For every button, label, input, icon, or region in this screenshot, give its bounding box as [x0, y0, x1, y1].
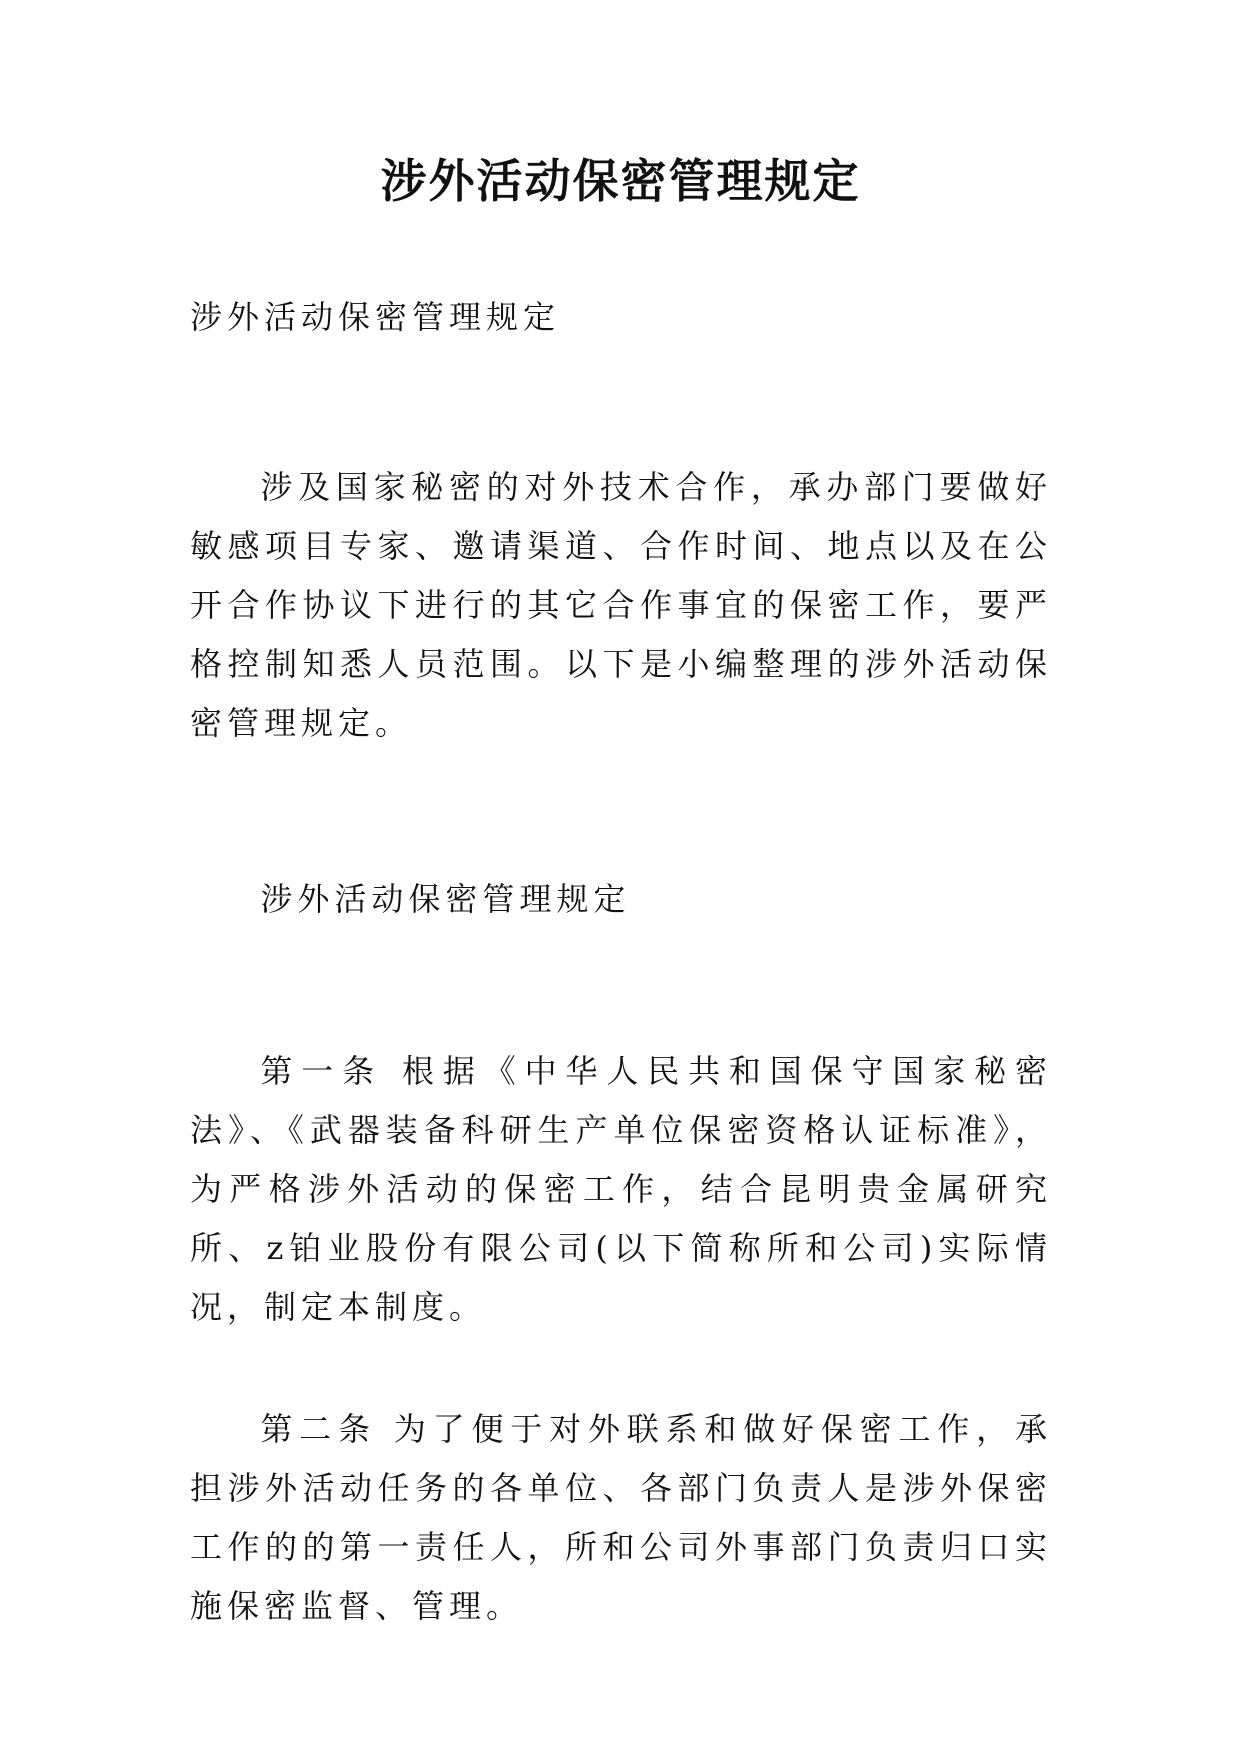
document-title: 涉外活动保密管理规定 [380, 154, 861, 208]
section-heading: 涉外活动保密管理规定 [260, 880, 631, 918]
article-paragraph-2: 第二条 为了便于对外联系和做好保密工作，承担涉外活动任务的各单位、各部门负责人是涉外保密工作的的第一责任人，所和公司外事部门负责归口实施保密监督、管理。 [190, 1410, 1052, 1625]
article-paragraph-1: 第一条 根据《中华人民共和国保守国家秘密法》、《武器装备科研生产单位保密资格认证标准》，为严格涉外活动的保密工作，结合昆明贵金属研究所、z铂业股份有限公司(以下简称所和公司)实际情况，制定本制度。 [190, 1052, 1052, 1326]
document-subtitle: 涉外活动保密管理规定 [190, 298, 561, 336]
intro-paragraph: 涉及国家秘密的对外技术合作，承办部门要做好敏感项目专家、邀请渠道、合作时间、地点以及在公开合作协议下进行的其它合作事宜的保密工作，要严格控制知悉人员范围。以下是小编整理的涉外活动保密管理规定。 [190, 468, 1052, 742]
